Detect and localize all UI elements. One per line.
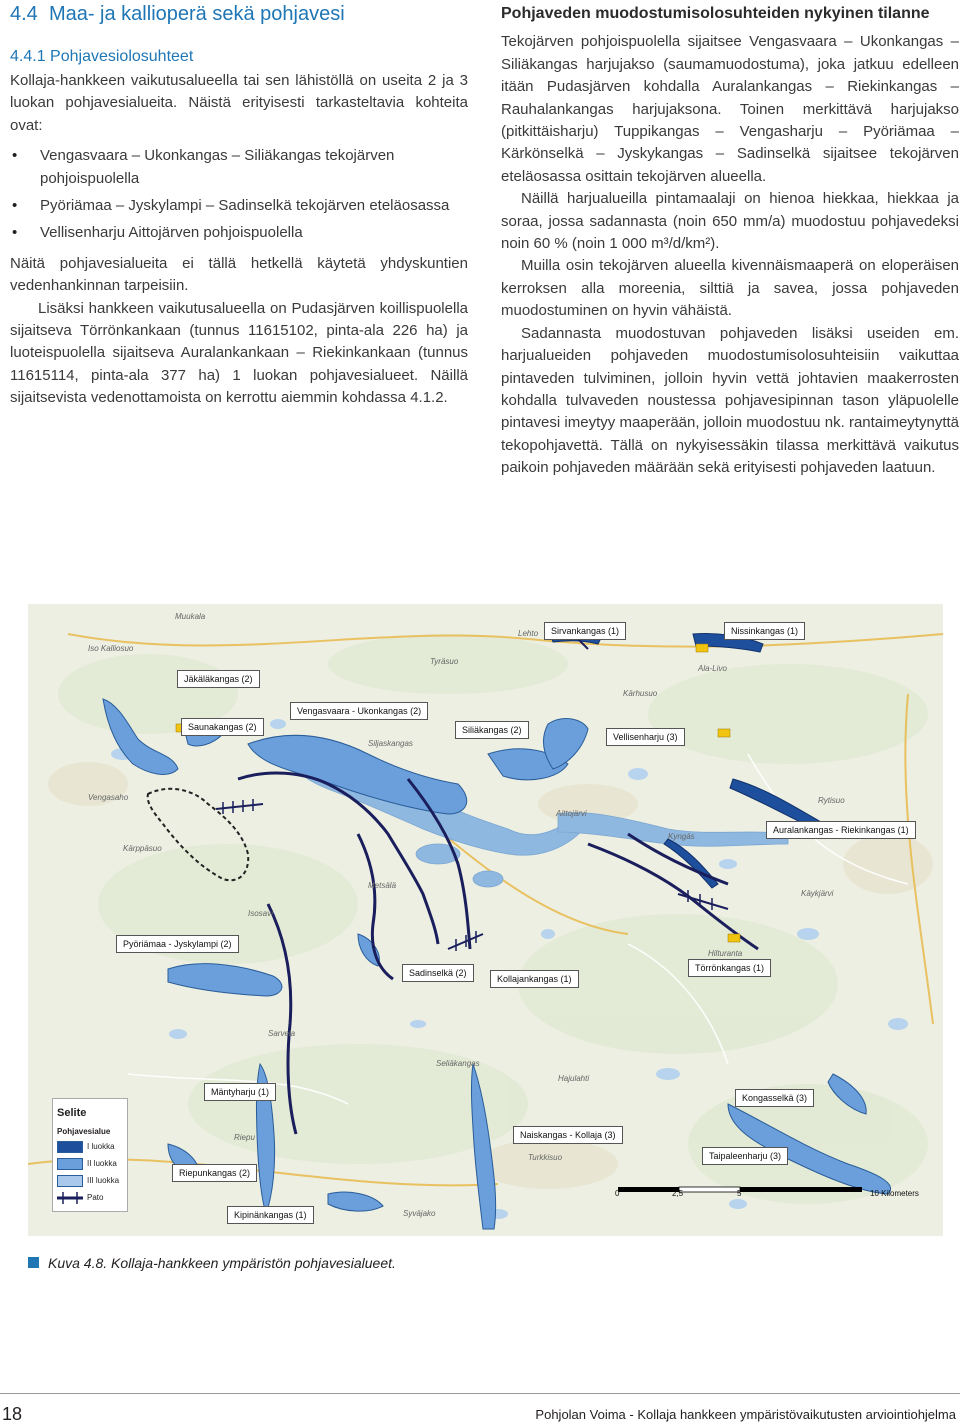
legend-text: Pato [87,1193,104,1202]
paragraph: Lisäksi hankkeen vaikutusalueella on Pudasjärven koillispuolella sijaitseva Törrönkankaan (tunnus 11615102, pinta-ala 226 ha) ja luoteispuolella sijaitseva Auralankankaan – Riekinkankaan (tunnus 11615114, pinta-ala 377 ha) 1 luokan pohjavesialueet. Näillä sijaitsevista vedenottamoista on kerrottu aiemmin kohdassa 4.1.2. [10,299,468,407]
scale-tick-label: 10 Kilometers [870,1189,919,1198]
footer-divider [0,1393,960,1394]
legend-text: I luokka [87,1142,115,1151]
label-kollajankangas: Kollajankangas (1) [490,970,579,988]
place-name: Käykjärvi [801,889,834,898]
legend-swatch-class1 [57,1141,83,1153]
paragraph: Tekojärven pohjoispuolella sijaitsee Vengasvaara – Ukonkangas – Siliäkangas harjujakso (saumamuodostuma), joka jatkuu edelleen itään Pudasjärven kohdalla Auralankangas – Riekinkangas – Rauhalankangas harjujaksona. Toinen merkittävä harjujakso (pitkittäisharju) Tuppikangas – Vengasharju – Pyöriämaa – Kärkönselkä – Jyskykangas – Sadinselkä sijaitsee tekojärven eteläosassa osittain tekojärven alueella. [501,33,959,185]
place-name: Kyngäs [668,832,695,841]
legend-subtitle: Pohjavesialue [57,1127,111,1136]
place-name: Vengasaho [88,793,129,802]
place-name: Tyräsuo [430,657,459,666]
bullet-item: • Vellisenharju Aittojärven pohjoispuolella [10,222,468,244]
paragraph: Näitä pohjavesialueita ei tällä hetkellä käytetä yhdyskuntien vedenhankinnan tarpeisiin. [10,254,468,295]
right-column [501,3,959,480]
label-mantyharju: Mäntyharju (1) [204,1083,276,1101]
map-legend [52,1098,128,1212]
label-vengasvaara: Vengasvaara - Ukonkangas (2) [290,702,428,720]
label-siliakangas: Siliäkangas (2) [455,721,529,739]
label-nissinkangas: Nissinkangas (1) [724,622,805,640]
place-name: Lehto [518,629,539,638]
label-torronkangas: Törrönkangas (1) [688,959,771,977]
legend-text: II luokka [87,1159,117,1168]
label-riepunkangas: Riepunkangas (2) [172,1164,257,1182]
label-taipaleenharju: Taipaleenharju (3) [702,1147,788,1165]
subsection-heading: 4.4.1 Pohjavesiolosuhteet [10,48,194,65]
intro-paragraph: Kollaja-hankkeen vaikutusalueella tai sen lähistöllä on useita 2 ja 3 luokan pohjavesialueita. Näistä erityisesti tarkasteltavia kohteita ovat: [10,72,468,134]
place-name: Riepu [234,1133,255,1142]
caption-marker-icon [28,1257,39,1268]
paragraph: Sadannasta muodostuvan pohjaveden lisäksi useiden em. harjualueiden pohjaveden muodostumisolosuhteisiin vaikuttaa pintaveden tulviminen, jolloin hyvin vettä johtavien maakerrosten kohdalla tulvaveden noustessa pohjavesipinnan tason yläpuolelle pintavesi imeytyy maaperään, jolloin muodostuu nk. rantaimeytynyttä tekopohjavettä. Tällä on nykyisessäkin tilassa merkittävä vaikutus paikoin pohjaveden määrään sekä erityisesti pohjaveden laatuun. [501,324,959,477]
place-name: Kärhusuo [623,689,658,698]
footer-title: Pohjolan Voima - Kollaja hankkeen ympäristövaikutusten arviointiohjelma [535,1407,956,1422]
legend-swatch-class2 [57,1158,83,1170]
label-sirvankangas: Sirvankangas (1) [544,622,626,640]
scale-tick-label: 5 [737,1189,742,1198]
label-pyoriamaa: Pyöriämaa - Jyskylampi (2) [116,935,239,953]
legend-text: III luokka [87,1176,120,1185]
place-name: Turkkisuo [528,1153,563,1162]
groundwater-map [28,604,943,1236]
paragraph: Muilla osin tekojärven alueella kivennäismaaperä on eloperäisen kerroksen alla moreenia, silttiä ja savea, jossa pohjaveden muodostuminen on hyvin vähäistä. [501,257,959,320]
left-column [10,70,468,410]
place-name: Muukala [175,612,206,621]
place-name: Sarvela [268,1029,296,1038]
legend-swatch-class3 [57,1175,83,1187]
label-kipinankangas: Kipinänkangas (1) [227,1206,314,1224]
paragraph: Näillä harjualueilla pintamaalaji on hienoa hiekkaa, hiekkaa ja soraa, jossa sadannasta (noin 650 mm/a) muodostuu pohjavedeksi noin 60 % (noin 1 000 m³/d/km²). [501,190,959,253]
scale-tick-label: 2,5 [672,1189,684,1198]
bullet-list [10,145,468,245]
scale-tick-label: 0 [615,1189,620,1198]
place-name: Siljaskangas [368,739,413,748]
label-auralankangas: Auralankangas - Riekinkangas (1) [766,821,916,839]
place-name: Metsälä [368,881,397,890]
label-sadinselka: Sadinselkä (2) [402,964,474,982]
place-name: Iso Kalliosuo [88,644,134,653]
legend-title: Selite [57,1107,87,1119]
place-name: Seliäkangas [436,1059,480,1068]
place-name: Rytisuo [818,796,845,805]
place-name: Hilturanta [708,949,743,958]
bullet-item: • Pyöriämaa – Jyskylampi – Sadinselkä tekojärven eteläosassa [10,195,468,217]
bullet-item: • Vengasvaara – Ukonkangas – Siliäkangas tekojärven pohjoispuolella [10,145,468,190]
label-kongasselka: Kongasselkä (3) [735,1089,814,1107]
place-name: Ala-Livo [698,664,727,673]
dam-icon [57,1192,83,1204]
place-name: Isosavi [248,909,273,918]
right-heading: Pohjaveden muodostumisolosuhteiden nykyinen tilanne [501,5,930,22]
label-vellisenharju: Vellisenharju (3) [606,728,685,746]
label-saunakangas: Saunakangas (2) [181,718,264,736]
section-heading: 4.4 Maa- ja kallioperä sekä pohjavesi [10,3,345,25]
map-graphic [28,604,943,1236]
figure-caption: Kuva 4.8. Kollaja-hankkeen ympäristön pohjavesialueet. [28,1255,396,1271]
label-naiskangas: Naiskangas - Kollaja (3) [513,1126,623,1144]
place-name: Syväjako [403,1209,436,1218]
place-name: Aittojärvi [556,809,587,818]
label-jakalakangas: Jäkäläkangas (2) [177,670,260,688]
place-name: Kärppäsuo [123,844,162,853]
page-number: 18 [2,1404,23,1424]
place-name: Hajulahti [558,1074,590,1083]
